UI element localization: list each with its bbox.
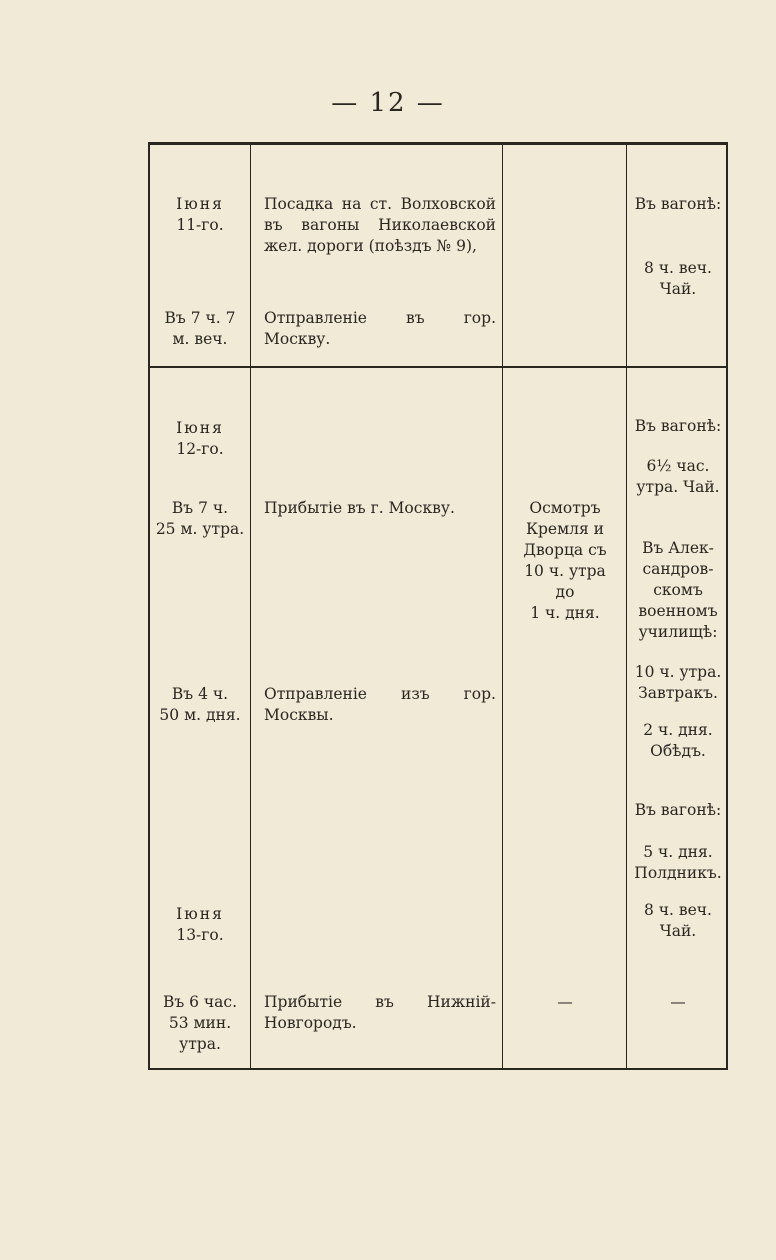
column-rule-2 bbox=[502, 145, 503, 1068]
note-cell: — bbox=[557, 993, 573, 1011]
event-cell: Прибытіе въ г. Москву. bbox=[264, 499, 455, 517]
date-cell: Іюня 12-го. bbox=[176, 419, 224, 458]
time-cell: Въ 7 ч. 7 м. веч. bbox=[164, 309, 236, 348]
meals-cell: Въ вагонѣ: bbox=[634, 417, 722, 435]
table-top-rule bbox=[148, 142, 728, 145]
note-cell: Осмотръ Кремля и Дворца съ 10 ч. утра до 1 ч. дня. bbox=[523, 499, 607, 622]
time-cell: Въ 6 час. 53 мин. утра. bbox=[162, 993, 238, 1053]
column-rule-1 bbox=[250, 145, 251, 1068]
meals-cell: Въ вагонѣ: bbox=[634, 801, 722, 819]
meals-cell: 8 ч. веч. Чай. bbox=[644, 901, 712, 940]
table-bottom-rule bbox=[148, 1068, 728, 1070]
meals-cell: — bbox=[670, 993, 686, 1011]
meals-cell: Въ вагонѣ: bbox=[634, 195, 722, 213]
date-cell: Іюня 13-го. bbox=[176, 905, 224, 944]
event-cell: Посадка на ст. Волховской въ вагоны Николаевской жел. дороги (поѣздъ № 9), bbox=[264, 195, 496, 255]
table-right-rule bbox=[726, 142, 728, 1070]
event-cell: Прибытіе въ Нижній-Новгородъ. bbox=[264, 993, 496, 1032]
event-cell: Отправленіе изъ гор. Москвы. bbox=[264, 685, 496, 724]
meals-cell: 2 ч. дня. Обѣдъ. bbox=[643, 721, 713, 760]
meals-cell: 5 ч. дня. Полдникъ. bbox=[634, 843, 722, 882]
section-divider-rule bbox=[148, 366, 728, 368]
time-cell: Въ 7 ч. 25 м. утра. bbox=[155, 499, 245, 538]
meals-cell: 8 ч. веч. Чай. bbox=[644, 259, 712, 298]
schedule-table bbox=[148, 142, 728, 1072]
page-number: — 12 — bbox=[331, 88, 445, 118]
date-cell: Іюня 11-го. bbox=[176, 195, 224, 234]
meals-cell: 10 ч. утра. Завтракъ. bbox=[634, 663, 722, 702]
table-left-rule bbox=[148, 142, 150, 1070]
event-cell: Отправленіе въ гор. Москву. bbox=[264, 309, 496, 348]
time-cell: Въ 4 ч. 50 м. дня. bbox=[159, 685, 241, 724]
meals-cell: 6½ час. утра. Чай. bbox=[636, 457, 720, 496]
column-rule-3 bbox=[626, 145, 627, 1068]
meals-cell: Въ Алек- сандров- скомъ военномъ училищѣ: bbox=[638, 539, 718, 641]
